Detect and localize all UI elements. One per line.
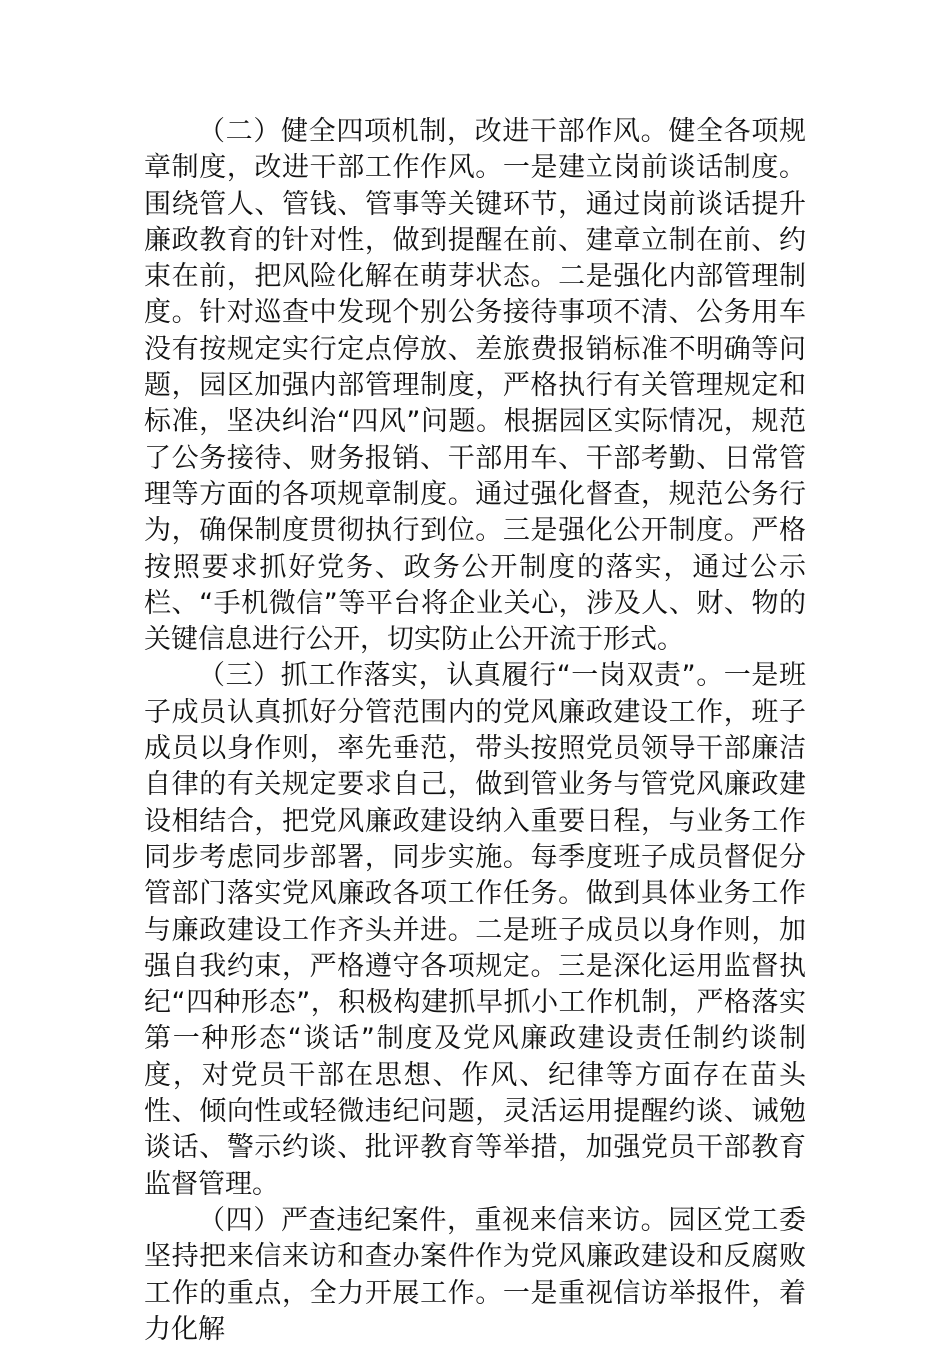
paragraph-section-4: （四）严查违纪案件，重视来信来访。园区党工委坚持把来信来访和查办案件作为党风廉政建设和反腐败工作的重点，全力开展工作。一是重视信访举报件，着力化解 — [144, 1204, 806, 1345]
paragraph-section-3: （三）抓工作落实，认真履行“一岗双责”。一是班子成员认真抓好分管范围内的党风廉政建设工作，班子成员以身作则，率先垂范，带头按照党员领导干部廉洁自律的有关规定要求自己，做到管业务与管党风廉政建设相结合，把党风廉政建设纳入重要日程，与业务工作同步考虑同步部署，同步实施。每季度班子成员督促分管部门落实党风廉政各项工作任务。做到具体业务工作与廉政建设工作齐头并进。二是班子成员以身作则，加强自我约束，严格遵守各项规定。三是深化运用监督执纪“四种形态”，积极构建抓早抓小工作机制，严格落实第一种形态“谈话”制度及党风廉政建设责任制约谈制度，对党员干部在思想、作风、纪律等方面存在苗头性、倾向性或轻微违纪问题，灵活运用提醒约谈、诫勉谈话、警示约谈、批评教育等举措，加强党员干部教育监督管理。 — [144, 660, 806, 1200]
document-page — [144, 114, 806, 1348]
paragraph-section-2: （二）健全四项机制，改进干部作风。健全各项规章制度，改进干部工作作风。一是建立岗前谈话制度。围绕管人、管钱、管事等关键环节，通过岗前谈话提升廉政教育的针对性，做到提醒在前、建章立制在前、约束在前，把风险化解在萌芽状态。二是强化内部管理制度。针对巡查中发现个别公务接待事项不清、公务用车没有按规定实行定点停放、差旅费报销标准不明确等问题，园区加强内部管理制度，严格执行有关管理规定和标准，坚决纠治“四风”问题。根据园区实际情况，规范了公务接待、财务报销、干部用车、干部考勤、日常管理等方面的各项规章制度。通过强化督查，规范公务行为，确保制度贯彻执行到位。三是强化公开制度。严格按照要求抓好党务、政务公开制度的落实，通过公示栏、“手机微信”等平台将企业关心，涉及人、财、物的关键信息进行公开，切实防止公开流于形式。 — [144, 116, 806, 656]
